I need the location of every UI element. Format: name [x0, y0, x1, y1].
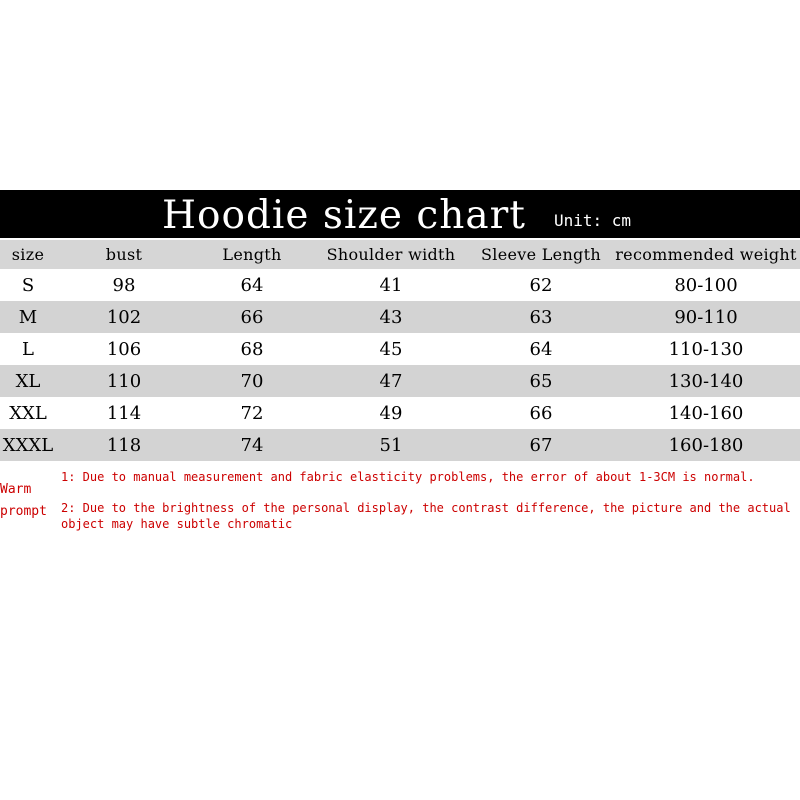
cell-size: S	[21, 274, 35, 296]
cell-shoulder-width: 49	[379, 402, 403, 424]
table-row	[0, 429, 800, 461]
cell-recommended-weight: 110-130	[668, 338, 744, 360]
header-length: Length	[222, 245, 282, 264]
cell-length: 66	[240, 306, 264, 328]
cell-size: XXL	[9, 402, 47, 424]
cell-recommended-weight: 80-100	[674, 274, 738, 296]
table-row	[0, 301, 800, 333]
cell-shoulder-width: 47	[379, 370, 403, 392]
cell-shoulder-width: 41	[379, 274, 403, 296]
cell-sleeve-length: 64	[529, 338, 553, 360]
cell-length: 64	[240, 274, 264, 296]
warm-prompt-label-line1: Warm	[0, 482, 32, 497]
cell-sleeve-length: 65	[529, 370, 553, 392]
cell-recommended-weight: 160-180	[668, 434, 744, 456]
table-row	[0, 365, 800, 397]
cell-shoulder-width: 43	[379, 306, 403, 328]
cell-size: L	[22, 338, 34, 360]
size-table	[0, 240, 800, 461]
cell-recommended-weight: 130-140	[668, 370, 744, 392]
cell-size: M	[18, 306, 38, 328]
cell-sleeve-length: 63	[529, 306, 553, 328]
cell-bust: 106	[106, 338, 142, 360]
cell-length: 74	[240, 434, 264, 456]
table-header-row	[0, 240, 800, 269]
note-1: 1: Due to manual measurement and fabric elasticity problems, the error of about 1-3CM is normal.	[61, 470, 755, 484]
warm-prompt-label-line2: prompt	[0, 504, 47, 519]
table-row	[0, 397, 800, 429]
cell-sleeve-length: 67	[529, 434, 553, 456]
cell-shoulder-width: 51	[379, 434, 403, 456]
cell-bust: 110	[106, 370, 142, 392]
cell-bust: 102	[106, 306, 142, 328]
cell-size: XL	[15, 370, 41, 392]
cell-bust: 98	[112, 274, 136, 296]
table-row	[0, 333, 800, 365]
note-2: 2: Due to the brightness of the personal display, the contrast difference, the picture and the actual object may have subtle chromatic	[61, 501, 791, 531]
chart-title: Hoodie size chart	[162, 193, 526, 238]
header-size: size	[11, 245, 45, 264]
header-recommended-weight: recommended weight	[615, 245, 797, 264]
cell-sleeve-length: 66	[529, 402, 553, 424]
unit-label: Unit: cm	[554, 211, 632, 230]
cell-recommended-weight: 140-160	[668, 402, 744, 424]
cell-length: 70	[240, 370, 264, 392]
title-bar	[0, 190, 800, 238]
cell-bust: 114	[106, 402, 142, 424]
header-bust: bust	[105, 245, 143, 264]
cell-bust: 118	[106, 434, 142, 456]
table-row	[0, 269, 800, 301]
cell-recommended-weight: 90-110	[674, 306, 738, 328]
cell-sleeve-length: 62	[529, 274, 553, 296]
cell-length: 72	[240, 402, 264, 424]
header-sleeve-length: Sleeve Length	[481, 245, 601, 264]
cell-length: 68	[240, 338, 264, 360]
cell-shoulder-width: 45	[379, 338, 403, 360]
cell-size: XXXL	[2, 434, 54, 456]
header-shoulder-width: Shoulder width	[326, 245, 456, 264]
